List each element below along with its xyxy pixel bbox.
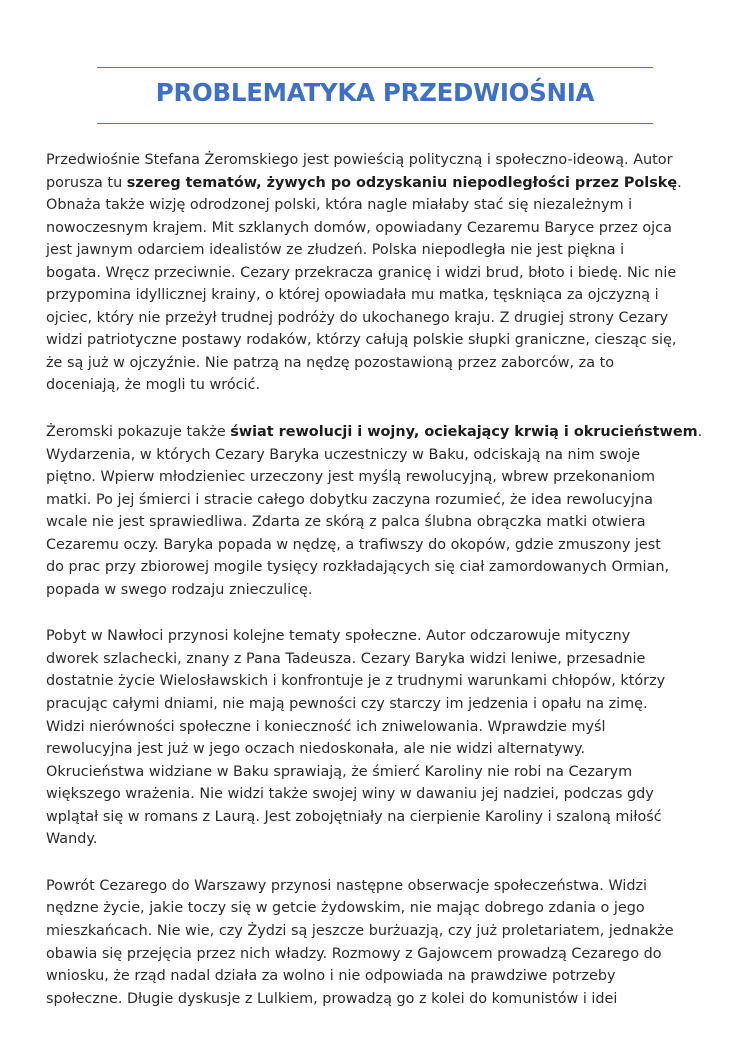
text-line — [46, 716, 706, 739]
text-run: widzi patriotyczne postawy rodaków, którzy całują polskie słupki graniczne, ciesząc się, — [46, 332, 677, 349]
text-run: mieszkańcach. Nie wie, czy Żydzi są jeszcze burżuazją, czy już proletariatem, jednakże — [46, 922, 674, 939]
text-line — [46, 648, 706, 671]
text-line — [46, 988, 706, 1011]
text-run: nędzne życie, jakie toczy się w getcie żydowskim, nie mając dobrego zdania o jego — [46, 900, 645, 917]
text-run: że są już w ojczyźnie. Nie patrzą na nędzę pozostawioną przez zaborców, za to — [46, 354, 615, 371]
text-run: wniosku, że rząd nadal działa za wolno i nie odpowiada na prawdziwe potrzeby — [46, 968, 616, 985]
text-run: dostatnie życie Wielosławskich i konfrontuje je z trudnymi warunkami chłopów, którzy — [46, 673, 666, 690]
text-line — [46, 421, 706, 444]
text-line — [46, 352, 706, 375]
text-line — [46, 262, 706, 285]
document-body — [46, 149, 706, 1034]
text-run: piętno. Wpierw młodzieniec urzeczony jest myślą rewolucyjną, wbrew przekonaniom — [46, 469, 656, 486]
text-run: obawia się przejęcia przez nich władzy. Rozmowy z Gajowcem prowadzą Cezarego do — [46, 945, 662, 962]
text-line — [46, 556, 706, 579]
text-line — [46, 828, 706, 851]
text-run: Obnaża także wizję odrodzonej polski, która nagle miałaby stać się niezależnym i — [46, 197, 633, 214]
text-run: Wydarzenia, w których Cezary Baryka uczestniczy w Baku, odciskają na nim swoje — [46, 446, 641, 463]
text-run: ojciec, który nie przeżył trudnej podróży do ukochanego kraju. Z drugiej strony Cezary — [46, 309, 669, 326]
text-run: . — [697, 424, 703, 441]
text-line — [46, 897, 706, 920]
text-run: Wandy. — [46, 831, 98, 848]
text-run: Powrót Cezarego do Warszawy przynosi następne obserwacje społeczeństwa. Widzi — [46, 877, 648, 894]
text-line — [46, 466, 706, 489]
text-run: . — [677, 174, 682, 191]
page-title: PROBLEMATYKA PRZEDWIOŚNIA — [155, 78, 595, 107]
text-line — [46, 783, 706, 806]
text-run: Żeromski pokazuje także — [46, 424, 231, 441]
text-line — [46, 693, 706, 716]
title-rule-bottom — [97, 123, 653, 124]
text-line — [46, 965, 706, 988]
paragraph — [46, 875, 706, 1010]
text-line — [46, 806, 706, 829]
text-line — [46, 534, 706, 557]
paragraph — [46, 625, 706, 850]
text-line — [46, 489, 706, 512]
text-run: matki. Po jej śmierci i stracie całego dobytku zaczyna rozumieć, że idea rewolucyjna — [46, 491, 653, 508]
text-run: pracując całymi dniami, nie mają pewności czy starczy im jedzenia i opału na zimę. — [46, 696, 648, 713]
text-line — [46, 217, 706, 240]
text-run: Pobyt w Nawłoci przynosi kolejne tematy społeczne. Autor odczarowuje mityczny — [46, 628, 631, 645]
text-run: wcale nie jest sprawiedliwa. Zdarta ze skórą z palca ślubna obrączka matki otwiera — [46, 514, 646, 531]
text-line — [46, 239, 706, 262]
text-line — [46, 444, 706, 467]
paragraph — [46, 149, 706, 397]
text-run: wplątał się w romans z Laurą. Jest zobojętniały na cierpienie Karoliny i szaloną miłość — [46, 808, 662, 825]
text-line — [46, 329, 706, 352]
text-line — [46, 738, 706, 761]
title-rule-top — [97, 67, 653, 68]
text-run: przypomina idyllicznej krainy, o której opowiadała mu matka, tęskniąca za ojczyzną i — [46, 287, 659, 304]
text-line — [46, 670, 706, 693]
text-run: jest jawnym odarciem idealistów ze złudzeń. Polska niepodległa nie jest piękna i — [46, 242, 625, 259]
text-run: do prac przy zbiorowej mogile tysięcy rozkładających się ciał zamordowanych Ormian, — [46, 559, 670, 576]
text-run: nowoczesnym krajem. Mit szklanych domów, opowiadany Cezaremu Baryce przez ojca — [46, 219, 672, 236]
text-line — [46, 194, 706, 217]
text-line — [46, 149, 706, 172]
text-run: większego wrażenia. Nie widzi także swojej winy w dawaniu jej nadziei, podczas gdy — [46, 786, 654, 803]
text-line — [46, 307, 706, 330]
text-line — [46, 943, 706, 966]
text-run: dworek szlachecki, znany z Pana Tadeusza. Cezary Baryka widzi leniwe, przesadnie — [46, 650, 646, 667]
text-run: porusza tu — [46, 174, 127, 191]
bold-phrase: świat rewolucji i wojny, ociekający krwią i okrucieństwem — [230, 424, 698, 441]
text-run: Cezaremu oczy. Baryka popada w nędzę, a trafiwszy do okopów, gdzie zmuszony jest — [46, 536, 661, 553]
bold-phrase: szereg tematów, żywych po odzyskaniu niepodległości przez Polskę — [126, 174, 678, 191]
text-line — [46, 579, 706, 602]
text-run: Okrucieństwa widziane w Baku sprawiają, że śmierć Karoliny nie robi na Cezarym — [46, 763, 633, 780]
text-line — [46, 374, 706, 397]
text-line — [46, 920, 706, 943]
text-run: Przedwiośnie Stefana Żeromskiego jest powieścią polityczną i społeczno-ideową. Autor — [46, 152, 673, 168]
text-run: popada w swego rodzaju znieczulicę. — [46, 581, 313, 598]
text-line — [46, 625, 706, 648]
text-line — [46, 284, 706, 307]
text-line — [46, 172, 706, 195]
paragraph — [46, 421, 706, 601]
text-run: społeczne. Długie dyskusje z Lulkiem, prowadzą go z kolei do komunistów i idei — [46, 990, 618, 1007]
text-line — [46, 511, 706, 534]
text-run: rewolucyjna jest już w jego oczach niedoskonała, ale nie widzi alternatywy. — [46, 741, 586, 758]
text-line — [46, 761, 706, 784]
text-run: Widzi nierówności społeczne i konieczność ich zniwelowania. Wprawdzie myśl — [46, 718, 606, 735]
text-run: doceniają, że mogli tu wrócić. — [46, 377, 261, 394]
text-run: bogata. Wręcz przeciwnie. Cezary przekracza granicę i widzi brud, błoto i biedę. Nic nie — [46, 264, 677, 281]
text-line — [46, 875, 706, 898]
